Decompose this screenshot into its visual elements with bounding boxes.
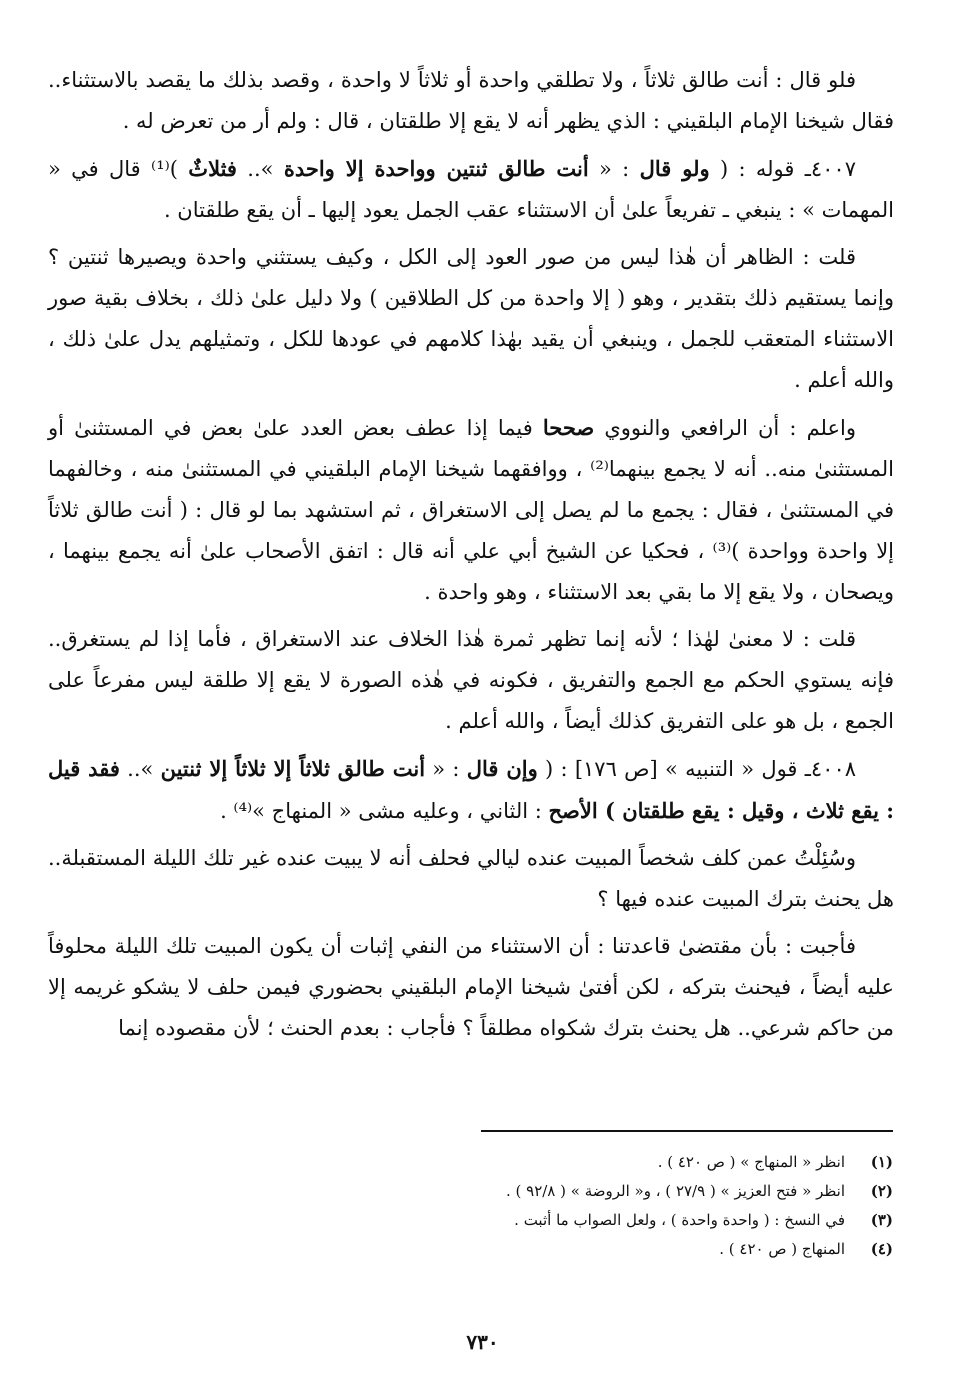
bold-text: أنت طالق ثنتين وواحدة إلا واحدة: [283, 156, 589, 181]
footnote-number: (٢): [870, 1182, 893, 1200]
text-run: واعلم : أن الرافعي والنووي: [594, 416, 857, 440]
footnote-divider: [481, 1130, 893, 1132]
text-run: : الثاني ، وعليه مشى « المنهاج »⁽⁴⁾ .: [220, 799, 549, 823]
footnote: [93, 1235, 893, 1264]
footnote-number: (١): [870, 1153, 893, 1171]
text-run: »..: [119, 757, 161, 781]
paragraph: [48, 748, 894, 832]
text-run: فيما إذا عطف بعض العدد علىٰ بعض في المستثنىٰ أو المستثنىٰ منه.. أنه لا يجمع بينهما⁽²⁾ ، ووافقهما شيخنا الإمام البلقيني في المستثنىٰ منه ، وخالفهما في المستثنىٰ ، فقال : يجمع ما لم يصل إلى الاستغراق ، ثم استشهد بما لو قال : ( أنت طالق ثلاثاً إلا واحدة وواحدة )⁽³⁾ ، فحكيا عن الشيخ أبي علي أنه قال : اتفق الأصحاب علىٰ أنه يجمع بينهما ، ويصحان ، ولا يقع إلا ما بقي بعد الاستثناء ، وهو واحدة .: [48, 416, 894, 604]
bold-text: ولو قال: [639, 156, 710, 181]
paragraph: [48, 237, 894, 401]
footnote: [93, 1148, 893, 1177]
text-run: »..: [236, 157, 284, 181]
paragraph: [48, 148, 894, 231]
footnote: [93, 1206, 893, 1235]
bold-text: صححا: [542, 415, 595, 440]
bold-text: وإن قال: [466, 756, 538, 781]
paragraph: [48, 619, 894, 742]
paragraph: [48, 407, 894, 613]
footnote-text: في النسخ : ( واحدة واحدة ) ، ولعل الصواب ما أثبت .: [514, 1211, 845, 1229]
text-run: )⁽¹⁾ قال في « المهمات » : ينبغي ـ تفريعاً علىٰ أن الاستثناء عقب الجمل يعود إليها ـ أن يقع طلقتان .: [48, 157, 894, 222]
text-run: : «: [425, 757, 467, 781]
bold-text: أنت طالق ثلاثاً إلا ثلاثاً إلا ثنتين: [160, 756, 426, 781]
text-run: قلت : الظاهر أن هٰذا ليس من صور العود إلى الكل ، وكيف يستثني واحدة ويصيرها ثنتين ؟ وإنما يستقيم ذلك بتقدير ، وهو ( إلا واحدة من كل الطلاقين ) ولا دليل علىٰ ذلك ، بخلاف بقية صور الاستثناء المتعقب للجمل ، وينبغي أن يقيد بهٰذا كلامهم في عودها للكل ، وتمثيلهم يدل علىٰ ذلك ، والله أعلم .: [48, 245, 894, 392]
text-run: فأجبت : بأن مقتضىٰ قاعدتنا : أن الاستثناء من النفي إثبات أن يكون المبيت تلك الليلة محلوفاً عليه أيضاً ، فيحنث بتركه ، لكن أفتىٰ شيخنا الإمام البلقيني بحضوري فيمن حلف لا يشكو غريمه إلا من حاكم شرعي.. هل يحنث بترك شكواه مطلقاً ؟ فأجاب : بعدم الحنث ؛ لأن مقصوده إنما: [48, 934, 894, 1040]
footnotes: [93, 1148, 893, 1264]
paragraph: [48, 60, 894, 142]
footnote-text: المنهاج ( ص ٤٢٠ ) .: [719, 1240, 845, 1258]
footnote-number: (٤): [870, 1240, 893, 1258]
page-number: ٧٣٠: [466, 1330, 499, 1354]
paragraph: [48, 926, 894, 1049]
text-run: فلو قال : أنت طالق ثلاثاً ، ولا تطلقي واحدة أو ثلاثاً لا واحدة ، وقصد بذلك ما يقصد بالاستثناء.. فقال شيخنا الإمام البلقيني : الذي يظهر أنه لا يقع إلا طلقتان ، قال : ولم أر من تعرض له .: [48, 68, 894, 133]
page-body: [48, 60, 894, 1055]
text-run: ٤٠٠٧ـ قوله : (: [709, 157, 856, 181]
paragraph: [48, 838, 894, 920]
bold-text: فقد قيل : يقع ثلاث ، وقيل : يقع طلقتان ) الأصح: [48, 756, 894, 823]
footnote-text: انظر « فتح العزيز » ( ٢٧/٩ ) ، و« الروضة » ( ٩٢/٨ ) .: [505, 1182, 845, 1200]
footnote-number: (٣): [870, 1211, 893, 1229]
text-run: ٤٠٠٨ـ قول « التنبيه » [ص ١٧٦] : (: [537, 757, 857, 781]
bold-text: فثلاثٌ: [188, 156, 237, 181]
text-run: : «: [588, 157, 640, 181]
text-run: قلت : لا معنىٰ لهٰذا ؛ لأنه إنما تظهر ثمرة هٰذا الخلاف عند الاستغراق ، فأما إذا لم يستغرق.. فإنه يستوي الحكم مع الجمع والتفريق ، فكونه في هٰذه الصورة لا يقع إلا طلقة ليس مفرعاً على الجمع ، بل هو على التفريق كذلك أيضاً ، والله أعلم .: [48, 627, 894, 733]
text-run: وسُئِلْتُ عمن كلف شخصاً المبيت عنده ليالي فحلف أنه لا يبيت عنده غير تلك الليلة المستقبلة.. هل يحنث بترك المبيت عنده فيها ؟: [48, 846, 894, 911]
footnote-text: انظر « المنهاج » ( ص ٤٢٠ ) .: [657, 1153, 845, 1171]
footnote: [93, 1177, 893, 1206]
